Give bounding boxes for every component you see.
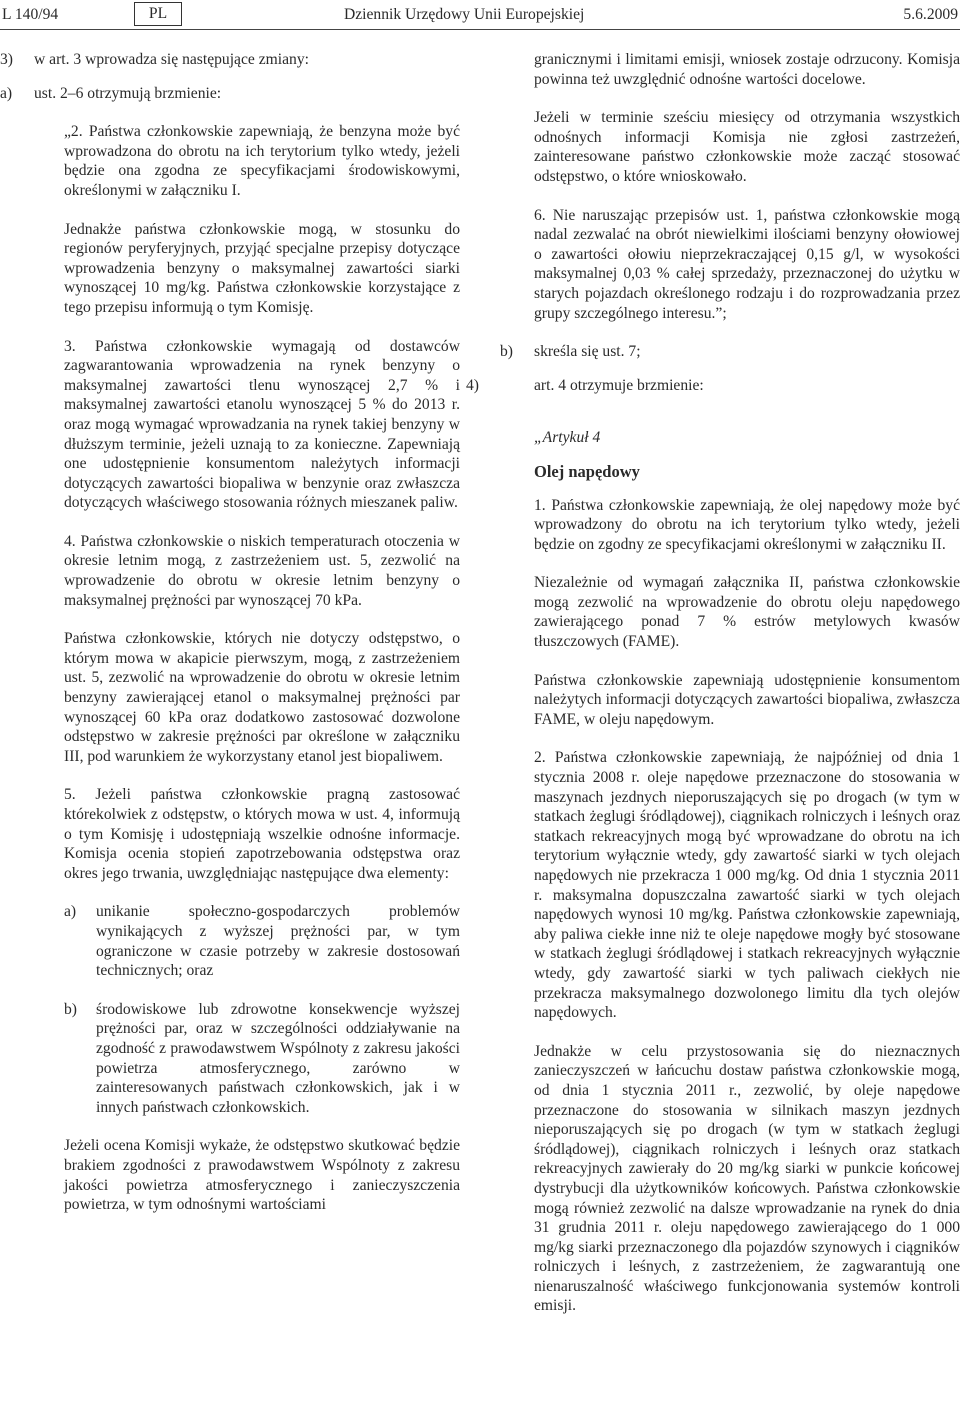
sub-item-label: b) xyxy=(500,343,513,361)
element-text: środowiskowe lub zdrowotne konsekwencje wyższej prężności par, oraz w szczególności oddziaływanie na zgodność z prawodawstwem Wspólnoty z zakresu jakości powietrza atmosferycznego, zarówno w zainteresowanych państwach członkowskich, jak i w innych państwach członkowskich. xyxy=(96,1000,460,1116)
paragraph-2: „2. Państwa członkowskie zapewniają, że benzyna może być wprowadzona do obrotu na ich terytorium tylko wtedy, jeżeli będzie ona zgodna ze specyfikacjami środowiskowymi, określonymi w załączniku I. xyxy=(64,123,460,199)
page-reference: L 140/94 xyxy=(2,6,59,23)
article-paragraph-2: 2. Państwa członkowskie zapewniają, że najpóźniej od dnia 1 stycznia 2008 r. oleje napędowe przeznaczone do stosowania w maszynach jezdnych nieporuszających się po drogach (w tym w statkach żeglugi śródlądowej), ciągnikach rolniczych i leśnych oraz statkach rekreacyjnych mogą być wprowadzane do obrotu na ich terytorium wyłącznie wtedy, gdy zawartość siarki w tych olejach napędowych nie przekracza 1 000 mg/kg. Od dnia 1 stycznia 2011 r. maksymalna dopuszczalna zawartość siarki w tych olejach napędowych wynosi 10 mg/kg. Państwa członkowskie zapewniają, aby paliwa ciekłe inne niż te oleje napędowe mogły być stosowane w statkach żeglugi śródlądowej i statkach rekreacyjnych wyłącznie wtedy, gdy zawartość siarki w tych paliwach ciekłych nie przekracza maksymalnego dozwolonego limitu dla tych olejów napędowych. xyxy=(534,749,960,1022)
left-column xyxy=(0,50,460,1215)
article-heading: Olej napędowy xyxy=(534,461,640,481)
right-column xyxy=(466,50,960,1316)
article-title: „Artykuł 4 xyxy=(534,429,601,447)
header-rule xyxy=(0,29,960,30)
paragraph-4-continued: Państwa członkowskie, których nie dotyczy odstępstwo, o którym mowa w akapicie pierwszym, mogą, z zastrzeżeniem ust. 5, zezwolić na wprowadzenie do obrotu w okresie letnim benzyny zawierającej etanol o maksymalnej prężności par wynoszącej 60 kPa oraz dodatkowo zastosować dozwolone odstępstwo w zakresie prężności par określone w załączniku III, pod warunkiem że wykorzystany etanol jest biopaliwem. xyxy=(64,630,460,765)
element-a xyxy=(0,902,460,980)
page-header xyxy=(0,0,960,30)
sub-item-b xyxy=(500,342,960,362)
article-paragraph-2b: Jednakże w celu przystosowania się do nieznacznych zanieczyszczeń w łańcuchu dostaw państwa członkowskie mogą, od dnia 1 stycznia 2011 r., zezwolić, by oleje napędowe przeznaczone do stosowania w silnikach maszyn jezdnych nieporuszających się po drogach (w tym w statkach żeglugi śródlądowej), ciągnikach rolniczych i leśnych oraz statkach rekreacyjnych zawierały do 20 mg/kg siarki w punkcie końcowej dystrybucji dla użytkowników końcowych. Państwa członkowskie mogą również zezwolić na dalsze wprowadzanie na rynek do dnia 31 grudnia 2011 r. oleju napędowego zawierającego do 1 000 mg/kg siarki przeznaczonego dla pojazdów szynowych i ciągników rolniczych i leśnych, z zastrzeżeniem, że zagwarantują one nienaruszalność właściwego funkcjonowania systemów kontroli emisji. xyxy=(534,1042,960,1315)
article-paragraph-1b: Niezależnie od wymagań załącznika II, państwa członkowskie mogą zezwolić na wprowadzenie do obrotu oleju napędowego zawierającego ponad 7 % estrów metylowych kwasów tłuszczowych (FAME). xyxy=(534,574,960,651)
article-paragraph-1c: Państwa członkowskie zapewniają udostępnienie konsumentom należytych informacji dotyczących zawartości biopaliwa, zwłaszcza FAME, w oleju napędowym. xyxy=(534,671,960,728)
publication-date: 5.6.2009 xyxy=(903,6,958,23)
paragraph-objection: Jeżeli w terminie sześciu miesięcy od otrzymania wszystkich odnośnych informacji Komisja nie zgłosi zastrzeżeń, zainteresowane państwo członkowskie może zacząć stosować odstępstwo, o które wnioskowało. xyxy=(534,109,960,185)
item-number: 4) xyxy=(466,376,479,394)
sub-item-text: ust. 2–6 otrzymują brzmienie: xyxy=(34,84,222,102)
sub-item-label: a) xyxy=(0,84,13,102)
sub-item-text: skreśla się ust. 7; xyxy=(534,343,641,361)
language-badge: PL xyxy=(134,2,182,26)
item-text: w art. 3 wprowadza się następujące zmiany: xyxy=(34,51,309,68)
article-paragraph-1: 1. Państwa członkowskie zapewniają, że olej napędowy może być wprowadzony do obrotu na ich terytorium tylko wtedy, jeżeli będzie on zgodny ze specyfikacjami określonymi w załączniku II. xyxy=(534,496,960,553)
journal-title: Dziennik Urzędowy Unii Europejskiej xyxy=(344,6,585,23)
paragraph-2-continued: Jednakże państwa członkowskie mogą, w stosunku do regionów peryferyjnych, przyjąć specjalne przepisy dotyczące wprowadzenia benzyny o maksymalnej zawartości siarki wynoszącej 10 mg/kg. Państwa członkowskie korzystające z tego przepisu informują o tym Komisję. xyxy=(64,220,460,316)
paragraph-5: 5. Jeżeli państwa członkowskie pragną zastosować którekolwiek z odstępstw, o których mowa w ust. 4, informują o tym Komisję i udostępniają wszelkie odnośne informacje. Komisja ocenia stopień zapotrzebowania odstępstwa oraz okres jego trwania, uwzględniając następujące dwa elementy: xyxy=(64,786,460,882)
element-text: unikanie społeczno-gospodarczych problemów wynikających z wyższej prężności par, w tym ograniczone w czasie potrzeby w zakresie dostosowań technicznych; oraz xyxy=(96,903,460,980)
element-label: b) xyxy=(64,1000,77,1018)
element-label: a) xyxy=(64,903,77,921)
paragraph-continuation: granicznymi i limitami emisji, wniosek zostaje odrzucony. Komisja powinna też uwzględnić odnośne wartości docelowe. xyxy=(534,51,960,88)
item-number: 3) xyxy=(0,51,13,68)
paragraph-3: 3. Państwa członkowskie wymagają od dostawców zagwarantowania wprowadzenia na rynek benzyny o maksymalnej zawartości tlenu wynoszącej 2,7 % i maksymalnej zawartości etanolu wynoszącej 5 % do 2013 r. oraz mogą wymagać wprowadzania na rynek takiej benzyny w dłuższym terminie, jeżeli uznają to za konieczne. Zapewniają one udostępnienie konsumentom należytych informacji dotyczących zawartości biopaliwa w benzynie oraz zwłaszcza dotyczących właściwego stosowania różnych mieszanek paliw. xyxy=(64,337,460,512)
paragraph-4: 4. Państwa członkowskie o niskich temperaturach otoczenia w okresie letnim mogą, z zastrzeżeniem ust. 5, zezwolić na wprowadzenie do obrotu w okresie letnim benzyny o maksymalnej prężności par wynoszącej 70 kPa. xyxy=(64,532,460,609)
amendment-item-4 xyxy=(466,376,960,396)
paragraph-6: 6. Nie naruszając przepisów ust. 1, państwa członkowskie mogą nadal zezwalać na obrót niewielkimi ilościami benzyny ołowiowej o zawartości ołowiu nieprzekraczającej 0,15 g/l, w wysokości maksymalnej 0,03 % całej sprzedaży, przeznaczonej do użytku w starych pojazdach określonego rodzaju i do rozprowadzania przez grupy szczególnego interesu.”; xyxy=(534,206,960,322)
amendment-item-3 xyxy=(0,50,460,70)
item-text: art. 4 otrzymuje brzmienie: xyxy=(534,376,704,394)
sub-item-a xyxy=(0,84,460,104)
paragraph-5-continued: Jeżeli ocena Komisji wykaże, że odstępstwo skutkować będzie brakiem zgodności z prawodawstwem Wspólnoty z zakresu jakości powietrza atmosferycznego i zanieczyszczenia powietrza, w tym odnośnymi wartościami xyxy=(64,1137,460,1214)
element-b xyxy=(0,1000,460,1118)
